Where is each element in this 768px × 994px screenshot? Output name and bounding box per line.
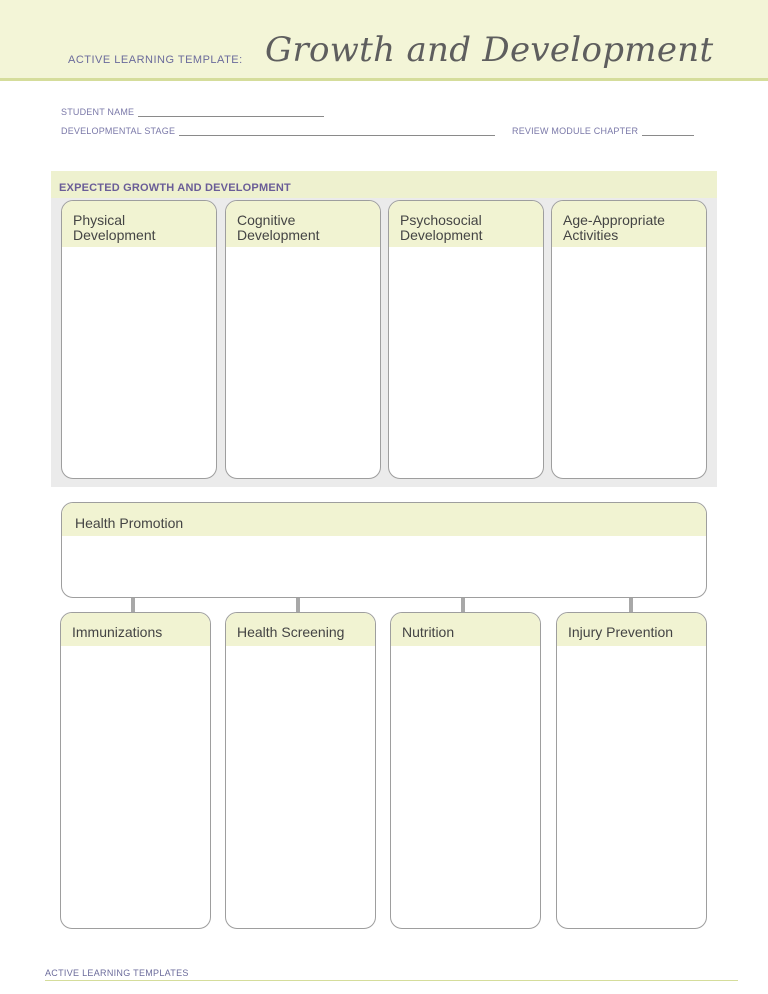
student-name-label: STUDENT NAME: [61, 107, 135, 117]
injury-prevention-label: Injury Prevention: [557, 613, 706, 646]
connector-line: [629, 598, 633, 612]
review-module-chapter-field[interactable]: [512, 125, 694, 136]
expected-section-title: EXPECTED GROWTH AND DEVELOPMENT: [59, 182, 291, 194]
review-module-chapter-label: REVIEW MODULE CHAPTER: [512, 126, 639, 136]
header-band: [0, 0, 768, 81]
health-promotion-title: Health Promotion: [62, 503, 706, 536]
physical-development-box[interactable]: [61, 200, 217, 479]
template-label: ACTIVE LEARNING TEMPLATE:: [68, 54, 243, 66]
connector-line: [131, 598, 135, 612]
age-appropriate-activities-box[interactable]: [551, 200, 707, 479]
page-title: Growth and Development: [265, 30, 714, 70]
box-title-line1: Psychosocial: [400, 212, 482, 228]
developmental-stage-label: DEVELOPMENTAL STAGE: [61, 126, 176, 136]
footer-divider: [45, 980, 738, 981]
box-title-line1: Cognitive: [237, 212, 296, 228]
cognitive-development-box[interactable]: [225, 200, 381, 479]
health-screening-box[interactable]: [225, 612, 376, 929]
connector-line: [296, 598, 300, 612]
box-header: [552, 201, 706, 247]
connector-line: [461, 598, 465, 612]
nutrition-box[interactable]: [390, 612, 541, 929]
footer-text: ACTIVE LEARNING TEMPLATES: [45, 968, 189, 978]
student-name-line[interactable]: [138, 106, 324, 117]
box-title-line1: Age-Appropriate: [563, 212, 665, 228]
box-header: [389, 201, 543, 247]
box-header: [226, 201, 380, 247]
expected-title-band: [51, 171, 717, 198]
immunizations-label: Immunizations: [61, 613, 210, 646]
box-title-line2: Development: [400, 227, 483, 243]
developmental-stage-field[interactable]: [61, 125, 495, 136]
health-promotion-box[interactable]: [61, 502, 707, 598]
developmental-stage-line[interactable]: [179, 125, 495, 136]
psychosocial-development-box[interactable]: [388, 200, 544, 479]
box-title-line2: Activities: [563, 227, 619, 243]
review-module-chapter-line[interactable]: [642, 125, 694, 136]
injury-prevention-box[interactable]: [556, 612, 707, 929]
student-name-field[interactable]: [61, 106, 324, 117]
box-title-line2: Development: [73, 227, 156, 243]
box-header: [62, 201, 216, 247]
box-title-line2: Development: [237, 227, 320, 243]
health-screening-label: Health Screening: [226, 613, 375, 646]
expected-growth-section: [51, 171, 717, 487]
immunizations-box[interactable]: [60, 612, 211, 929]
box-title-line1: Physical: [73, 212, 126, 228]
nutrition-label: Nutrition: [391, 613, 540, 646]
